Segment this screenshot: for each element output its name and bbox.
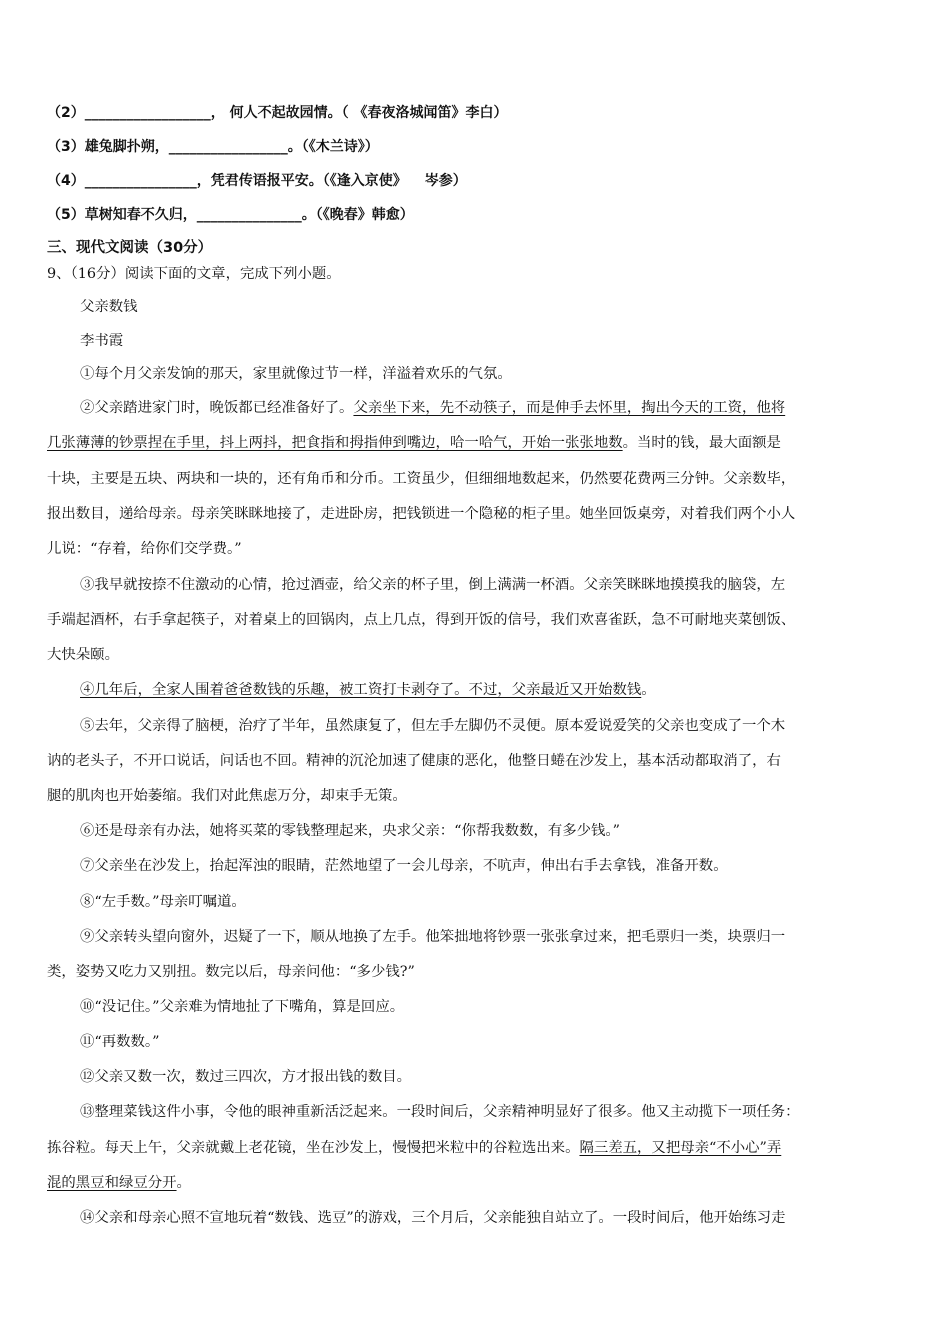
underlined-text: ④几年后，全家人围着爸爸数钱的乐趣，被工资打卡剥夺了。不过，父亲最近又开始数钱 (80, 682, 642, 698)
section-heading: 三、现代文阅读（30分） (47, 240, 213, 256)
poem-text: 草树知春不久归， (84, 207, 197, 223)
paragraph-9-line-1: ⑨父亲转头望向窗外，迟疑了一下，顺从地换了左手。他笨拙地将钞票一张张拿过来，把毛票归一类，块票归一 (80, 929, 786, 945)
poetry-item-3 (47, 137, 907, 157)
text-run: 。 (641, 682, 656, 698)
question-prompt: 9、（16分）阅读下面的文章，完成下列小题。 (47, 266, 341, 282)
item-number: （5） (47, 207, 85, 223)
article-title: 父亲数钱 (80, 299, 138, 315)
paragraph-6: ⑥还是母亲有办法，她将买菜的零钱整理起来，央求父亲：“你帮我数数，有多少钱。” (80, 823, 620, 839)
text-run: 拣谷粒。每天上午，父亲就戴上老花镜，坐在沙发上，慢慢把米粒中的谷粒选出来。 (47, 1140, 580, 1156)
underlined-text: 混的黑豆和绿豆分开 (47, 1175, 177, 1191)
answer-blank[interactable]: _________________ (168, 139, 288, 155)
poem-source: 。（《晚春》韩愈） (301, 207, 414, 223)
paragraph-3-line-3: 大快朵颐。 (47, 647, 119, 663)
paragraph-3-line-2: 手端起酒杯，右手拿起筷子，对着桌上的回锅肉，点上几点，得到开饭的信号，我们欢喜雀跃，急不可耐地夹菜刨饭、 (47, 612, 796, 628)
text-run: 。 (176, 1175, 191, 1191)
paragraph-2-line-5: 儿说：“存着，给你们交学费。” (47, 541, 242, 557)
paragraph-10: ⑩“没记住。”父亲难为情地扯了下嘴角，算是回应。 (80, 999, 405, 1015)
poem-author: 岑参） (424, 173, 467, 189)
paragraph-7: ⑦父亲坐在沙发上，抬起浑浊的眼睛，茫然地望了一会儿母亲，不吭声，伸出右手去拿钱，准备开数。 (80, 858, 728, 874)
poetry-item-5 (47, 205, 907, 225)
poetry-item-2 (47, 103, 907, 123)
paragraph-5-line-2: 讷的老头子，不开口说话，问话也不回。精神的沉沦加速了健康的恶化，他整日蜷在沙发上，基本活动都取消了，右 (47, 753, 781, 769)
paragraph-3-line-1: ③我早就按捺不住激动的心情，抢过酒壶，给父亲的杯子里，倒上满满一杯酒。父亲笑眯眯地摸摸我的脑袋，左 (80, 577, 786, 593)
paragraph-2-line-3: 十块，主要是五块、两块和一块的，还有角币和分币。工资虽少，但细细地数起来，仍然要花费两三分钟。父亲数毕， (47, 471, 796, 487)
paragraph-13-line-2 (47, 1138, 907, 1158)
underlined-text: 几张薄薄的钞票捏在手里，抖上两抖，把食指和拇指伸到嘴边，哈一哈气，开始一张张地数 (47, 435, 623, 451)
paragraph-12: ⑫父亲又数一次，数过三四次，方才报出钱的数目。 (80, 1069, 411, 1085)
answer-blank[interactable]: __________________ (84, 105, 211, 121)
paragraph-1: ①每个月父亲发饷的那天，家里就像过节一样，洋溢着欢乐的气氛。 (80, 366, 512, 382)
paragraph-14-line-1: ⑭父亲和母亲心照不宣地玩着“数钱、选豆”的游戏，三个月后，父亲能独自站立了。一段时间后，他开始练习走 (80, 1210, 786, 1226)
text-run: ②父亲踏进家门时，晚饭都已经准备好了。 (80, 400, 354, 416)
paragraph-13-line-3 (47, 1173, 907, 1193)
poem-source: 。（《木兰诗》） (287, 139, 379, 155)
answer-blank[interactable]: _______________ (196, 207, 302, 223)
paragraph-11: ⑪“再数数。” (80, 1034, 160, 1050)
poetry-item-4 (47, 171, 907, 191)
paragraph-4 (80, 680, 940, 700)
text-run: 。当时的钱，最大面额是 (622, 435, 781, 451)
paragraph-2-line-1 (80, 398, 940, 418)
article-author: 李书霞 (80, 333, 124, 349)
answer-blank[interactable]: ________________ (84, 173, 197, 189)
item-number: （3） (47, 139, 85, 155)
paragraph-8: ⑧“左手数。”母亲叮嘱道。 (80, 894, 246, 910)
paragraph-5-line-3: 腿的肌肉也开始萎缩。我们对此焦虑万分，却束手无策。 (47, 788, 407, 804)
underlined-text: 父亲坐下来，先不动筷子，而是伸手去怀里，掏出今天的工资，他将 (353, 400, 786, 416)
paragraph-2-line-4: 报出数目，递给母亲。母亲笑眯眯地接了，走进卧房，把钱锁进一个隐秘的柜子里。她坐回饭桌旁，对着我们两个小人 (47, 506, 796, 522)
paragraph-13-line-1: ⑬整理菜钱这件小事，令他的眼神重新活泛起来。一段时间后，父亲精神明显好了很多。他又主动揽下一项任务： (80, 1104, 800, 1120)
paragraph-5-line-1: ⑤去年，父亲得了脑梗，治疗了半年，虽然康复了，但左手左脚仍不灵便。原本爱说爱笑的父亲也变成了一个木 (80, 718, 786, 734)
poem-text: ， 何人不起故园情。（ 《春夜洛城闻笛》李白） (210, 105, 508, 121)
poem-text: 雄兔脚扑朔， (84, 139, 169, 155)
paragraph-9-line-2: 类，姿势又吃力又别扭。数完以后，母亲问他：“多少钱?” (47, 964, 415, 980)
item-number: （2） (47, 105, 85, 121)
item-number: （4） (47, 173, 85, 189)
paragraph-2-line-2 (47, 433, 907, 453)
underlined-text: 隔三差五，又把母亲“不小心”弄 (579, 1140, 782, 1156)
poem-text: ，凭君传语报平安。（《逢入京使》 (196, 173, 407, 189)
